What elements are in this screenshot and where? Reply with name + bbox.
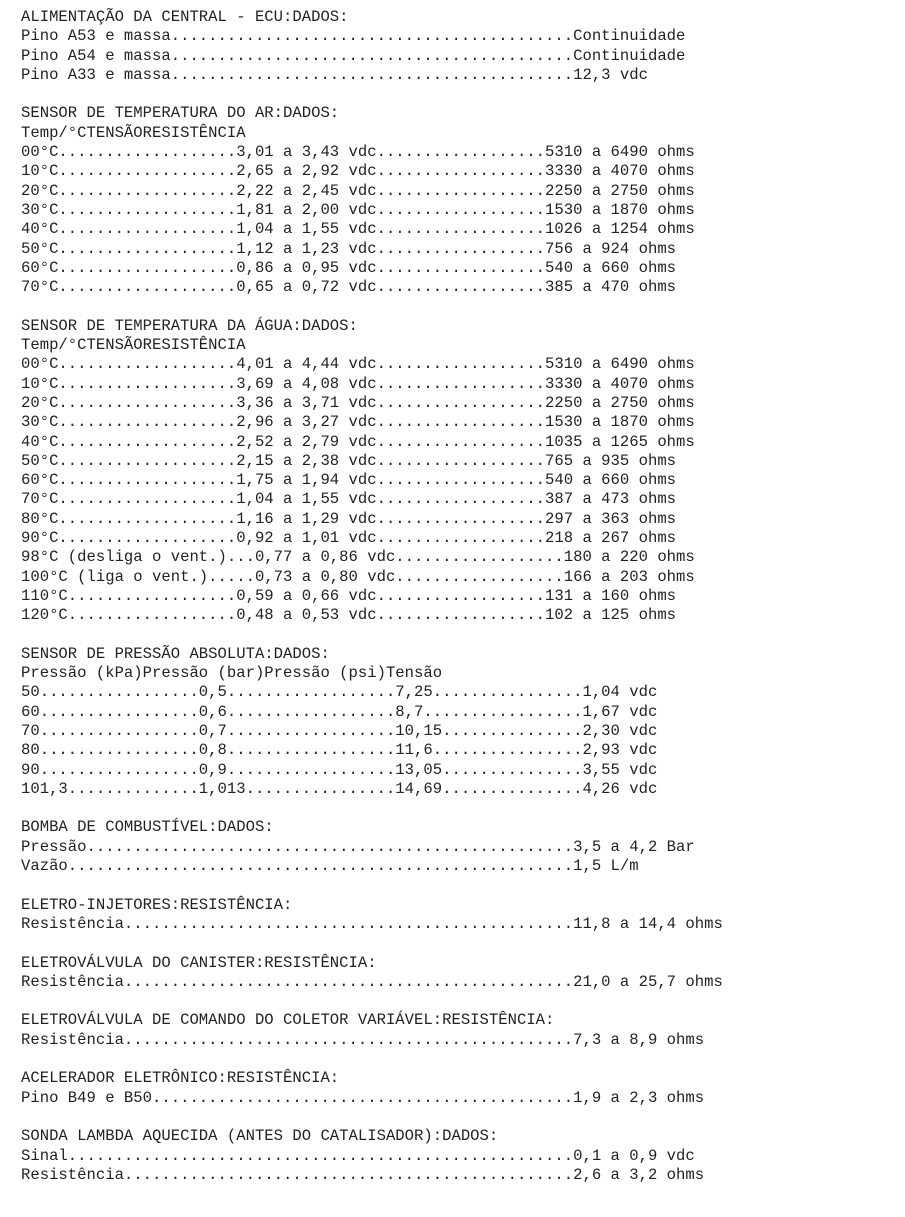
data-line: Resistência................................................7,3 a 8,9 ohms (21, 1030, 705, 1049)
data-line: 00°C...................4,01 a 4,44 vdc..................5310 a 6490 ohms (21, 355, 695, 374)
section-title: ELETROVÁLVULA DE COMANDO DO COLETOR VARIÁVEL:RESISTÊNCIA: (21, 1011, 555, 1030)
section-spacer (21, 1050, 723, 1069)
data-line: 50.................0,5..................7,25................1,04 vdc (21, 683, 658, 702)
data-line: 10°C...................3,69 a 4,08 vdc..................3330 a 4070 ohms (21, 374, 695, 393)
data-line: 80°C...................1,16 a 1,29 vdc..................297 a 363 ohms (21, 509, 677, 528)
data-line: Pino A33 e massa...........................................12,3 vdc (21, 65, 648, 84)
section-title: SENSOR DE TEMPERATURA DO AR:DADOS: (21, 104, 340, 123)
data-line: 50°C...................1,12 a 1,23 vdc..................756 a 924 ohms (21, 239, 677, 258)
data-line: 50°C...................2,15 a 2,38 vdc..................765 a 935 ohms (21, 451, 677, 470)
section (21, 896, 723, 935)
section-spacer (21, 876, 723, 895)
data-line: 20°C...................2,22 a 2,45 vdc..................2250 a 2750 ohms (21, 181, 695, 200)
data-line: Vazão......................................................1,5 L/m (21, 857, 639, 876)
data-line: 30°C...................2,96 a 3,27 vdc..................1530 a 1870 ohms (21, 413, 695, 432)
section-title: SENSOR DE TEMPERATURA DA ÁGUA:DADOS: (21, 316, 358, 335)
data-line: 10°C...................2,65 a 2,92 vdc..................3330 a 4070 ohms (21, 162, 695, 181)
section (21, 104, 723, 297)
data-line: Temp/°CTENSÃORESISTÊNCIA (21, 123, 246, 142)
data-line: 20°C...................3,36 a 3,71 vdc..................2250 a 2750 ohms (21, 393, 695, 412)
data-line: 60°C...................0,86 a 0,95 vdc..................540 a 660 ohms (21, 258, 677, 277)
section-title: ALIMENTAÇÃO DA CENTRAL - ECU:DADOS: (21, 8, 349, 26)
data-line: 90.................0,9..................13,05...............3,55 vdc (21, 760, 658, 779)
data-line: Resistência................................................21,0 a 25,7 ohms (21, 972, 723, 991)
section-spacer (21, 1108, 723, 1127)
data-line: Pino A54 e massa...........................................Continuidade (21, 46, 686, 65)
data-line: 30°C...................1,81 a 2,00 vdc..................1530 a 1870 ohms (21, 200, 695, 219)
data-line: 60°C...................1,75 a 1,94 vdc..................540 a 660 ohms (21, 471, 677, 490)
section-spacer (21, 85, 723, 104)
data-line: Temp/°CTENSÃORESISTÊNCIA (21, 336, 246, 355)
section-title: SENSOR DE PRESSÃO ABSOLUTA:DADOS: (21, 644, 330, 663)
data-line: 100°C (liga o vent.).....0,73 a 0,80 vdc..................166 a 203 ohms (21, 567, 695, 586)
data-line: 98°C (desliga o vent.)...0,77 a 0,86 vdc..................180 a 220 ohms (21, 548, 695, 567)
data-line: Resistência................................................11,8 a 14,4 ohms (21, 914, 723, 933)
section-title: SONDA LAMBDA AQUECIDA (ANTES DO CATALISADOR):DADOS: (21, 1127, 499, 1146)
data-line: 80.................0,8..................11,6................2,93 vdc (21, 741, 658, 760)
data-line: Sinal......................................................0,1 a 0,9 vdc (21, 1146, 695, 1165)
section-spacer (21, 626, 723, 645)
data-line: Pressão....................................................3,5 a 4,2 Bar (21, 837, 695, 856)
section-spacer (21, 992, 723, 1011)
data-line: 70°C...................1,04 a 1,55 vdc..................387 a 473 ohms (21, 490, 677, 509)
data-line: 40°C...................1,04 a 1,55 vdc..................1026 a 1254 ohms (21, 220, 695, 239)
section (21, 8, 723, 85)
data-line: 70°C...................0,65 a 0,72 vdc..................385 a 470 ohms (21, 278, 677, 297)
section (21, 1069, 723, 1108)
data-line: Resistência................................................2,6 a 3,2 ohms (21, 1165, 705, 1184)
data-line: 101,3..............1,013................14,69...............4,26 vdc (21, 779, 658, 798)
section (21, 317, 723, 626)
data-line: 120°C..................0,48 a 0,53 vdc..................102 a 125 ohms (21, 606, 677, 625)
section (21, 1127, 723, 1185)
section (21, 954, 723, 993)
section-spacer (21, 799, 723, 818)
document-body (21, 8, 723, 1185)
section-spacer (21, 934, 723, 953)
section (21, 645, 723, 799)
data-line: 60.................0,6..................8,7.................1,67 vdc (21, 702, 658, 721)
section (21, 1011, 723, 1050)
section-title: ELETROVÁLVULA DO CANISTER:RESISTÊNCIA: (21, 953, 377, 972)
section-title: ELETRO-INJETORES:RESISTÊNCIA: (21, 895, 293, 914)
section-title: ACELERADOR ELETRÔNICO:RESISTÊNCIA: (21, 1069, 340, 1088)
data-line: 90°C...................0,92 a 1,01 vdc..................218 a 267 ohms (21, 529, 677, 548)
data-line: Pino A53 e massa...........................................Continuidade (21, 27, 686, 46)
data-line: Pino B49 e B50.............................................1,9 a 2,3 ohms (21, 1088, 705, 1107)
data-line: 110°C..................0,59 a 0,66 vdc..................131 a 160 ohms (21, 586, 677, 605)
section-title: BOMBA DE COMBUSTÍVEL:DADOS: (21, 818, 274, 837)
section-spacer (21, 297, 723, 316)
data-line: 00°C...................3,01 a 3,43 vdc..................5310 a 6490 ohms (21, 143, 695, 162)
section (21, 818, 723, 876)
data-line: 40°C...................2,52 a 2,79 vdc..................1035 a 1265 ohms (21, 432, 695, 451)
data-line: 70.................0,7..................10,15...............2,30 vdc (21, 721, 658, 740)
data-line: Pressão (kPa)Pressão (bar)Pressão (psi)Tensão (21, 664, 443, 683)
